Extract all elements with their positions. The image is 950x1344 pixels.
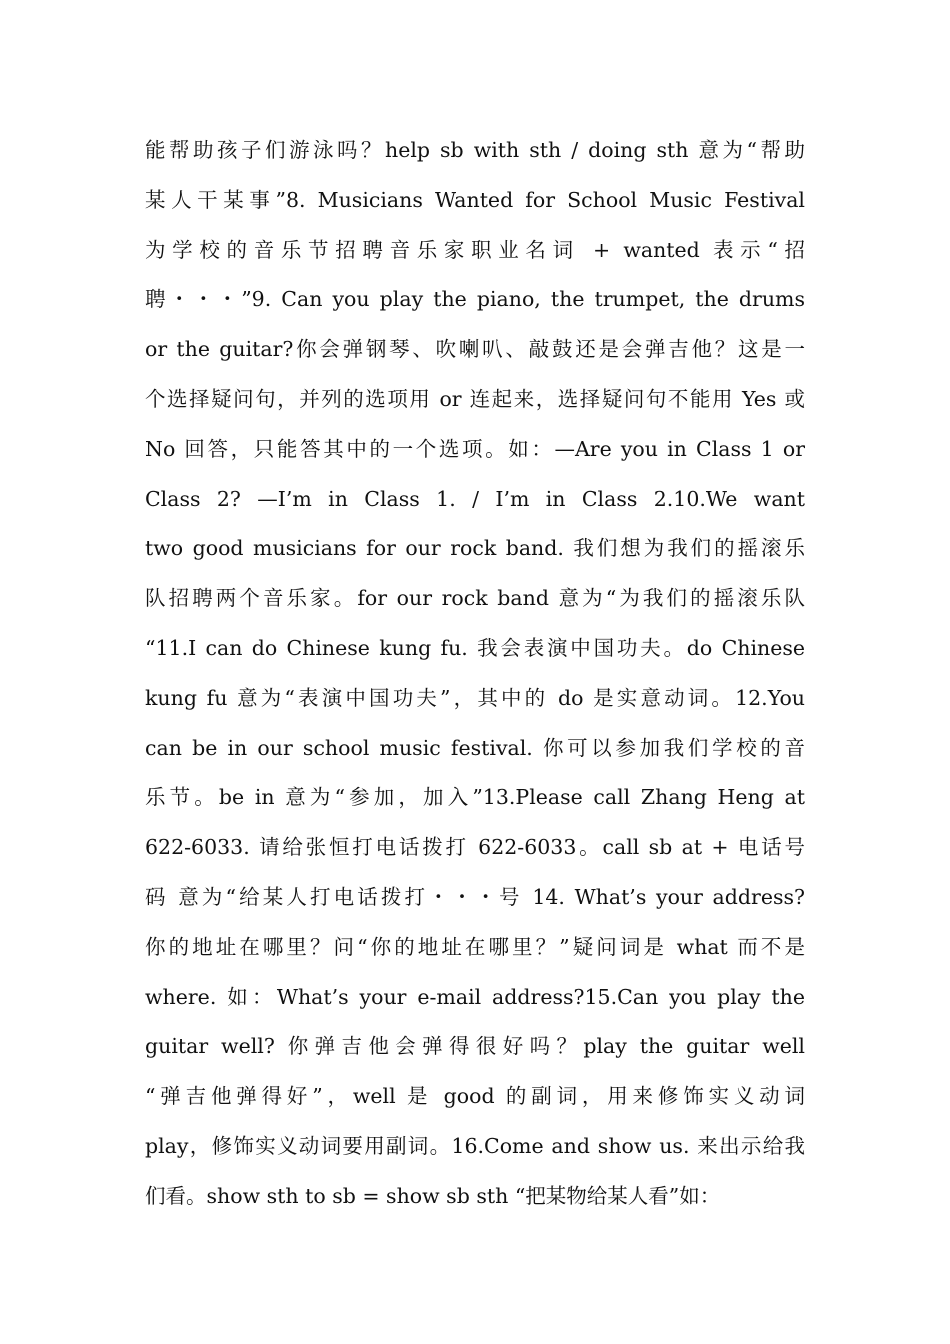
text-line: 某人干某事”8. Musicians Wanted for School Music Festival bbox=[145, 187, 805, 212]
text-line: where. 如：What’s your e-mail address?15.Can you play the bbox=[145, 984, 805, 1009]
text-line: 622-6033. 请给张恒打电话拨打 622-6033。call sb at + 电话号 bbox=[145, 835, 805, 860]
text-line: 你的地址在哪里？问“你的地址在哪里？”疑问词是 what 而不是 bbox=[145, 934, 805, 959]
text-line: 为学校的音乐节招聘音乐家职业名词 + wanted 表示“招 bbox=[145, 237, 805, 262]
text-line: Class 2? —I’m in Class 1. / I’m in Class 2.10.We want bbox=[145, 486, 805, 511]
text-line: 乐节。be in 意为“参加，加入”13.Please call Zhang Heng at bbox=[145, 785, 805, 810]
text-line: can be in our school music festival. 你可以参加我们学校的音 bbox=[145, 735, 805, 760]
text-line: kung fu 意为“表演中国功夫”，其中的 do 是实意动词。12.You bbox=[145, 685, 805, 710]
text-line: No 回答，只能答其中的一个选项。如：—Are you in Class 1 or bbox=[145, 436, 805, 461]
text-line: 聘・・・”9. Can you play the piano, the trumpet, the drums bbox=[145, 287, 805, 312]
text-line: 码 意为“给某人打电话拨打・・・号 14. What’s your address? bbox=[145, 884, 805, 909]
text-line: 个选择疑问句，并列的选项用 or 连起来，选择疑问句不能用 Yes 或 bbox=[145, 386, 805, 411]
text-line: two good musicians for our rock band. 我们想为我们的摇滚乐 bbox=[145, 536, 805, 561]
text-line: guitar well? 你弹吉他会弹得很好吗？play the guitar well bbox=[145, 1034, 805, 1059]
text-line: 队招聘两个音乐家。for our rock band 意为“为我们的摇滚乐队 bbox=[145, 586, 805, 611]
text-line: 们看。show sth to sb = show sb sth “把某物给某人看”如： bbox=[145, 1183, 721, 1208]
text-line: 能帮助孩子们游泳吗？help sb with sth / doing sth 意为“帮助 bbox=[145, 138, 805, 162]
text-line: play，修饰实义动词要用副词。16.Come and show us. 来出示给我 bbox=[145, 1133, 805, 1158]
text-line: or the guitar?你会弹钢琴、吹喇叭、敲鼓还是会弹吉他？这是一 bbox=[145, 337, 805, 362]
text-line: “弹吉他弹得好”，well 是 good 的副词，用来修饰实义动词 bbox=[145, 1084, 805, 1109]
text-line: “11.I can do Chinese kung fu. 我会表演中国功夫。do Chinese bbox=[145, 635, 805, 660]
body-text bbox=[145, 126, 805, 1222]
